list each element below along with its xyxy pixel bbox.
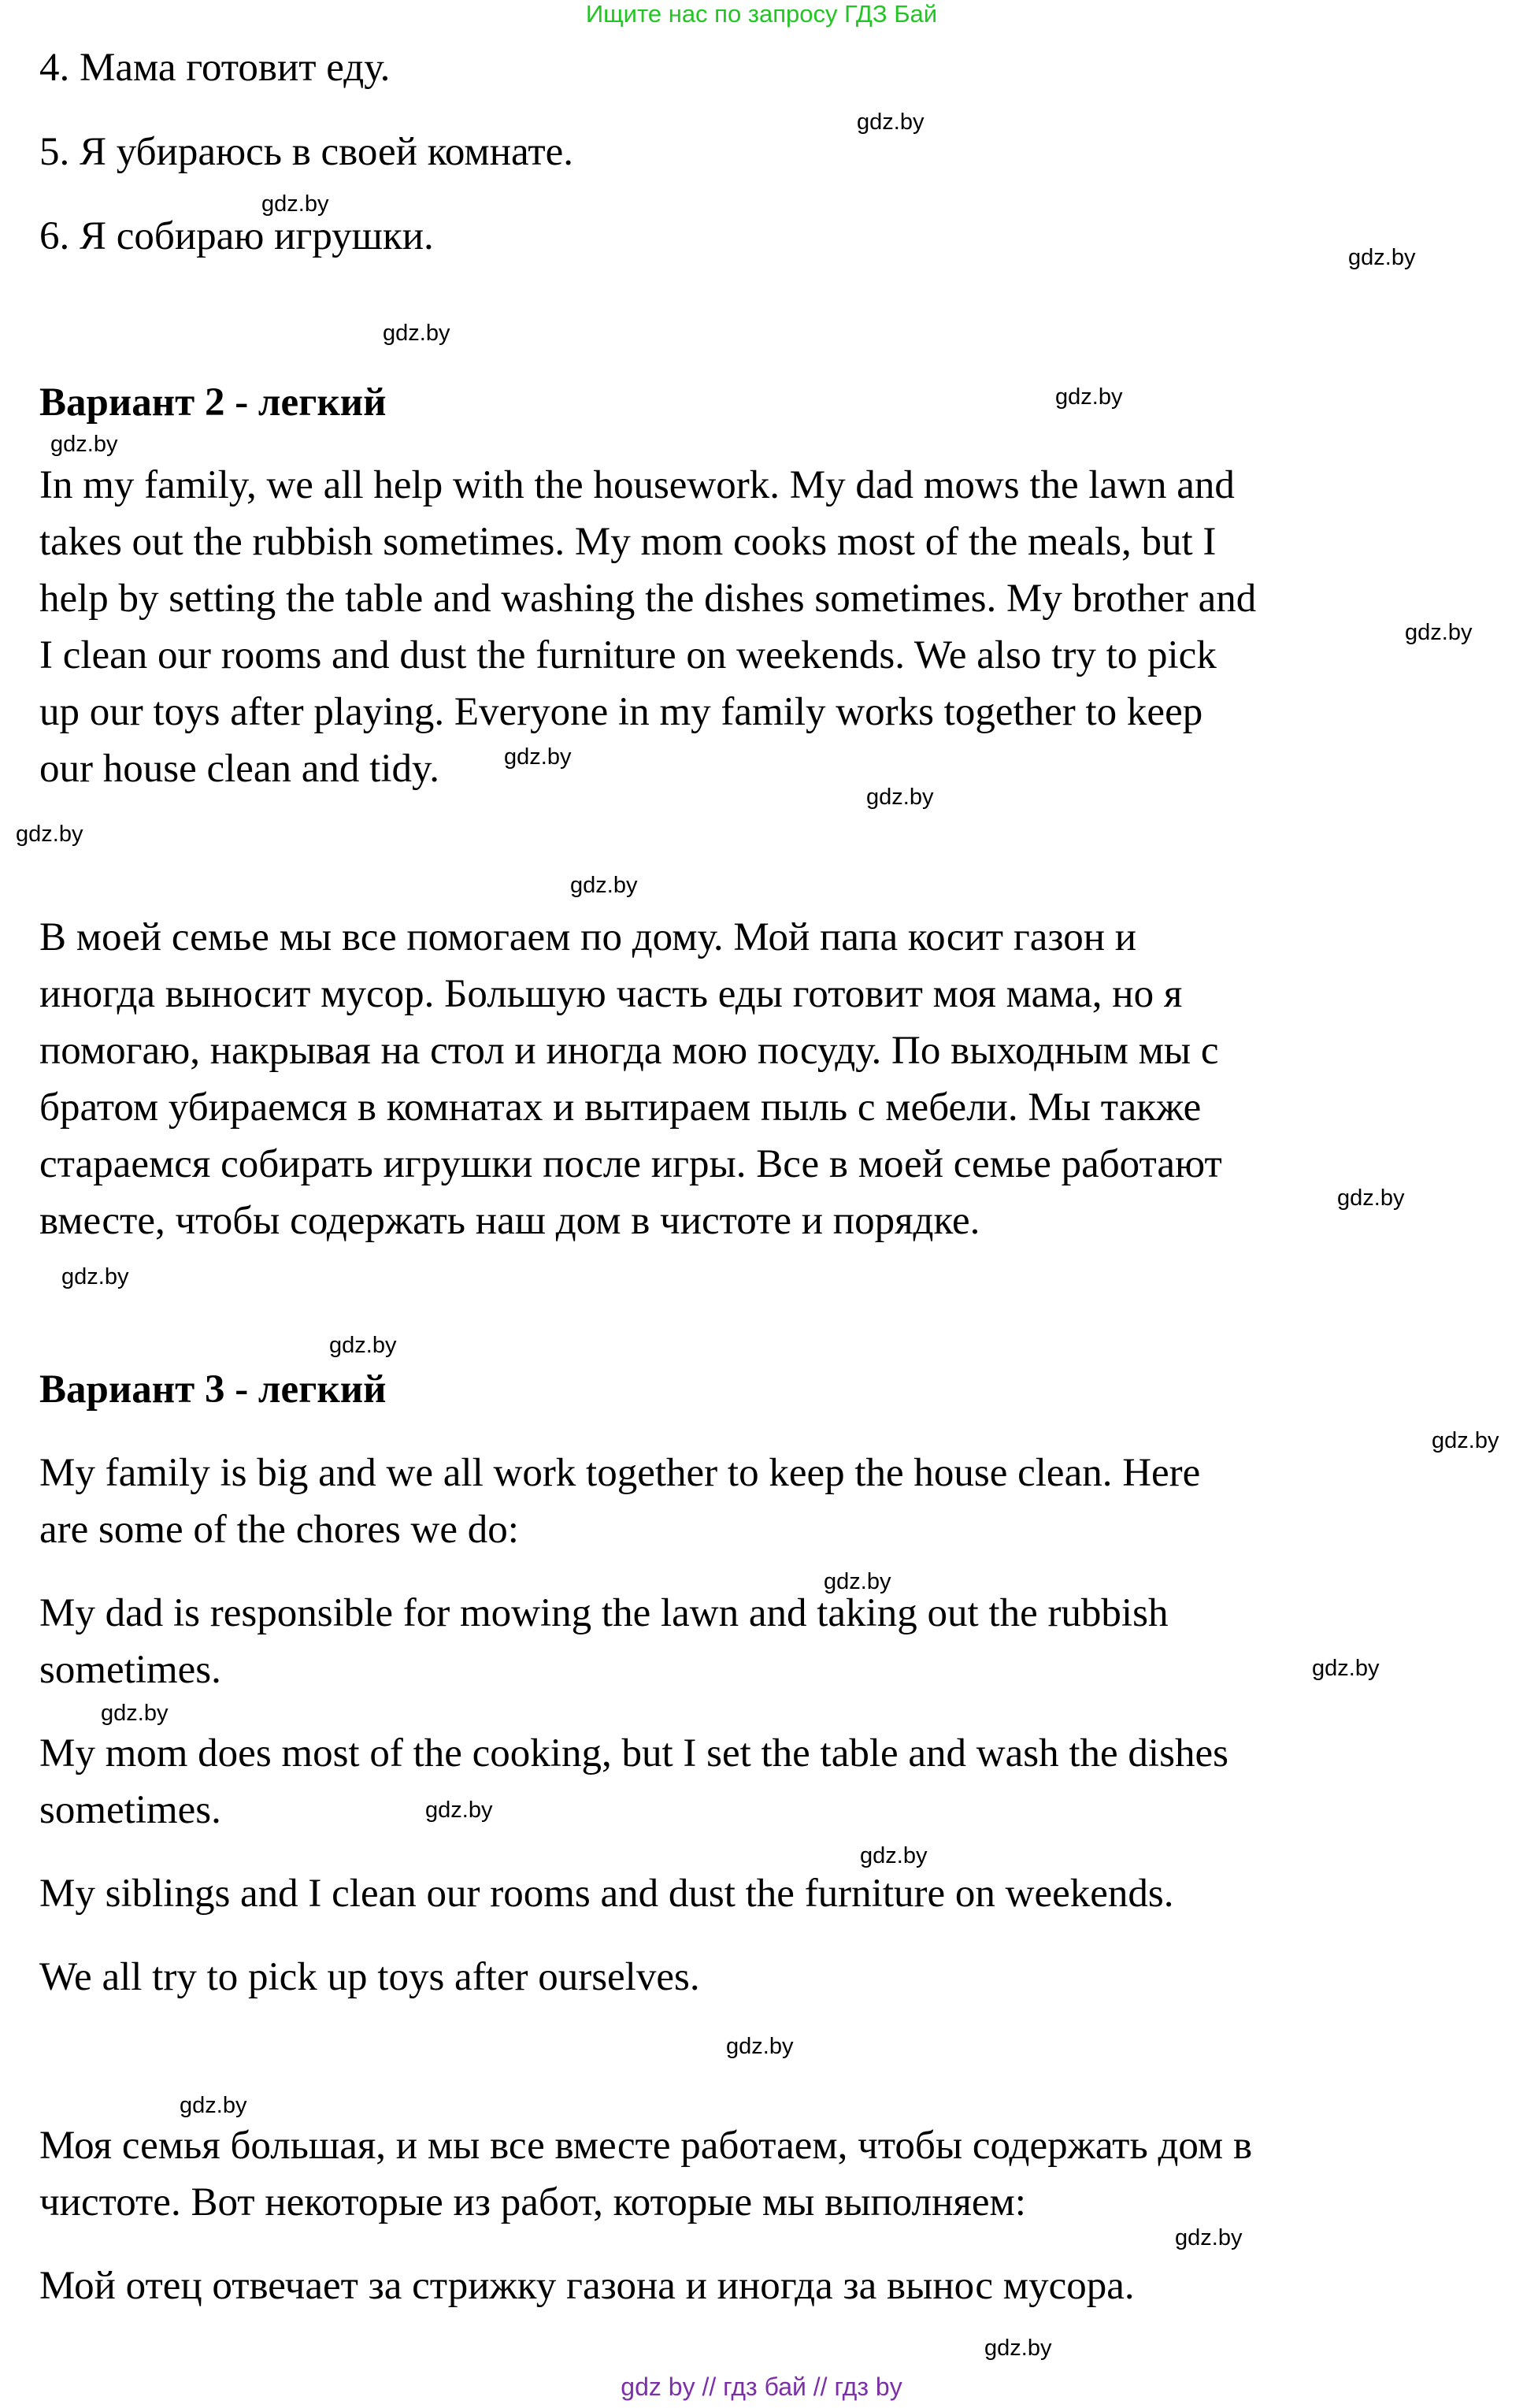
variant2-russian-line: иногда выносит мусор. Большую часть еды готовит моя мама, но я (39, 972, 1183, 1016)
variant2-russian-line: вместе, чтобы содержать наш дом в чистоте и порядке. (39, 1199, 980, 1243)
variant2-english-line: I clean our rooms and dust the furniture on weekends. We also try to pick (39, 633, 1217, 677)
watermark: gdz.by (1405, 620, 1473, 645)
watermark: gdz.by (857, 109, 925, 135)
variant2-english-line: In my family, we all help with the housework. My dad mows the lawn and (39, 463, 1235, 507)
variant3-chore-line: My siblings and I clean our rooms and dust the furniture on weekends. (39, 1872, 1174, 1916)
watermark: gdz.by (866, 785, 934, 810)
variant2-english-line: our house clean and tidy. (39, 747, 439, 791)
watermark: gdz.by (1312, 1656, 1380, 1681)
watermark: gdz.by (1055, 384, 1123, 410)
watermark: gdz.by (383, 321, 450, 346)
variant3-chore-line: sometimes. (39, 1788, 221, 1832)
watermark: gdz.by (1175, 2225, 1243, 2250)
variant2-russian-line: стараемся собирать игрушки после игры. Все в моей семье работают (39, 1142, 1222, 1186)
watermark: gdz.by (50, 432, 118, 457)
variant2-english-line: takes out the rubbish sometimes. My mom cooks most of the meals, but I (39, 520, 1217, 564)
watermark: gdz.by (16, 822, 83, 847)
list-item-6: 6. Я собираю игрушки. (39, 214, 434, 258)
variant2-russian-line: помогаю, накрывая на стол и иногда мою посуду. По выходным мы с (39, 1029, 1219, 1073)
watermark: gdz.by (425, 1798, 493, 1823)
list-item-5: 5. Я убираюсь в своей комнате. (39, 130, 573, 174)
watermark: gdz.by (180, 2093, 247, 2118)
watermark: gdz.by (824, 1569, 891, 1594)
watermark: gdz.by (984, 2336, 1052, 2361)
watermark: gdz.by (61, 1264, 129, 1289)
watermark: gdz.by (329, 1333, 397, 1358)
variant3-chore-line: We all try to pick up toys after ourselves. (39, 1955, 700, 1999)
variant3-russian-line: чистоте. Вот некоторые из работ, которые мы выполняем: (39, 2180, 1026, 2224)
variant3-heading: Вариант 3 - легкий (39, 1367, 387, 1412)
variant2-heading: Вариант 2 - легкий (39, 380, 387, 425)
list-item-4: 4. Мама готовит еду. (39, 46, 391, 90)
top-banner[interactable]: Ищите нас по запросу ГДЗ Бай (585, 0, 938, 28)
variant3-chore-line: My mom does most of the cooking, but I set the table and wash the dishes (39, 1731, 1228, 1775)
watermark: gdz.by (570, 873, 638, 898)
variant3-russian-line: Мой отец отвечает за стрижку газона и иногда за вынос мусора. (39, 2264, 1135, 2308)
variant3-russian-line: Моя семья большая, и мы все вместе работаем, чтобы содержать дом в (39, 2124, 1253, 2168)
variant2-russian-line: В моей семье мы все помогаем по дому. Мой папа косит газон и (39, 915, 1137, 959)
watermark: gdz.by (860, 1843, 928, 1868)
footer-links[interactable]: gdz by // гдз бай // гдз by (621, 2373, 902, 2401)
watermark: gdz.by (1432, 1428, 1499, 1453)
watermark: gdz.by (1348, 245, 1416, 270)
variant2-english-line: help by setting the table and washing the dishes sometimes. My brother and (39, 577, 1257, 621)
variant2-russian-line: братом убираемся в комнатах и вытираем пыль с мебели. Мы также (39, 1085, 1202, 1130)
watermark: gdz.by (261, 191, 329, 217)
variant3-chore-line: sometimes. (39, 1648, 221, 1692)
watermark: gdz.by (726, 2034, 794, 2059)
variant3-intro-line: are some of the chores we do: (39, 1508, 519, 1552)
variant2-english-line: up our toys after playing. Everyone in my family works together to keep (39, 690, 1203, 734)
watermark: gdz.by (504, 744, 572, 770)
watermark: gdz.by (1337, 1185, 1405, 1211)
variant3-intro-line: My family is big and we all work together to keep the house clean. Here (39, 1451, 1201, 1495)
watermark: gdz.by (101, 1701, 169, 1726)
variant3-chore-line: My dad is responsible for mowing the lawn and taking out the rubbish (39, 1591, 1169, 1635)
